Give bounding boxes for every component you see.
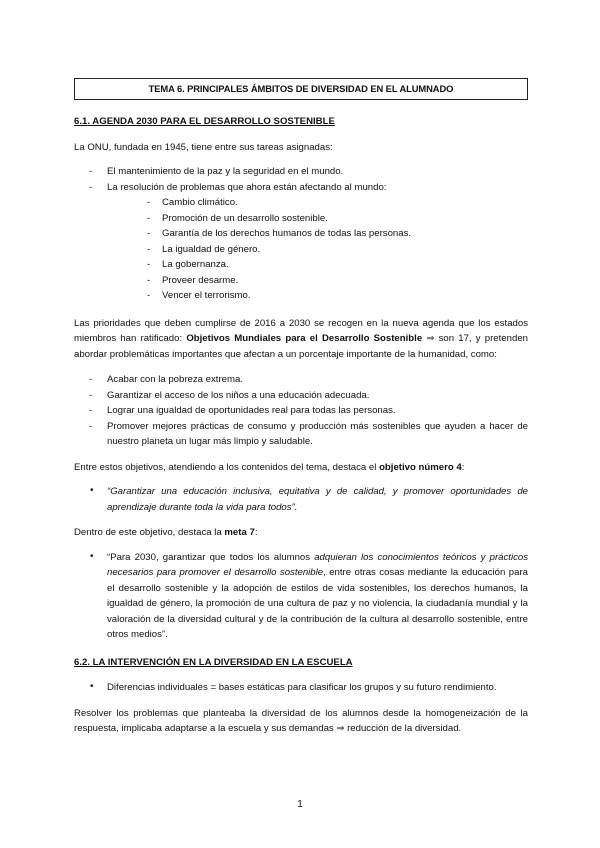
list-item: • Diferencias individuales = bases estáticas para clasificar los grupos y su futuro rendimiento. — [90, 681, 497, 693]
list-item: • “Para 2030, garantizar que todos los alumnos adquieran los conocimientos teóricos y prácticos necesarios para promover el desarrollo sostenible, entre otras cosas mediante la educación para el desarrollo sostenible y la adopción de estilos de vida sostenibles, los derechos humanos, la igualdad de género, la promoción de una cultura de paz y no violencia, la ciudadanía mundial y la valoración de la diversidad cultural y de la contribución de la cultura al desarrollo sostenible, entre otros medios”. — [90, 550, 529, 640]
document-title: TEMA 6. PRINCIPALES ÁMBITOS DE DIVERSIDAD EN EL ALUMNADO — [74, 78, 528, 100]
list-item: - Cambio climático. — [147, 197, 238, 208]
list-item: - Lograr una igualdad de oportunidades real para todas las personas. — [89, 405, 396, 416]
list-item: - Vencer el terrorismo. — [147, 290, 251, 301]
list-item: • “Garantizar una educación inclusiva, equitativa y de calidad, y promover oportunidades de aprendizaje durante toda la vida para todos”. — [90, 485, 528, 513]
tasks-list — [74, 164, 528, 304]
list-item: - La igualdad de género. — [147, 243, 261, 255]
list-item: - La gobernanza. — [147, 259, 229, 270]
intro-paragraph: La ONU, fundada en 1945, tiene entre sus tareas asignadas: — [74, 141, 333, 153]
section-heading-6-1: 6.1. AGENDA 2030 PARA EL DESARROLLO SOSTENIBLE — [74, 116, 335, 127]
goals-list — [74, 372, 528, 450]
list-item: - El mantenimiento de la paz y la seguridad en el mundo. — [89, 166, 344, 177]
list-item: - Acabar con la pobreza extrema. — [89, 374, 243, 385]
list-item: - La resolución de problemas que ahora están afectando al mundo: - Cambio climático. - Promoción de un desarrollo sostenible. - Garantía de los derechos humanos de todas las personas. - La igualdad de género. - La gobernanza. - Proveer desarme. - Vencer el terrorismo. — [74, 180, 528, 304]
section-heading-6-2: 6.2. LA INTERVENCIÓN EN LA DIVERSIDAD EN LA ESCUELA — [74, 656, 353, 668]
objective-quote-list — [74, 484, 528, 515]
meta-paragraph: Dentro de este objetivo, destaca la meta 7: — [74, 527, 258, 538]
list-item: - Garantizar el acceso de los niños a una educación adecuada. — [89, 389, 370, 401]
list-item: - Promoción de un desarrollo sostenible. — [147, 212, 328, 224]
list-item: - Garantía de los derechos humanos de todas las personas. — [147, 228, 412, 239]
problems-sublist — [107, 195, 528, 304]
list-item: - Proveer desarme. — [147, 274, 239, 286]
meta-quote-list — [74, 550, 528, 643]
closing-paragraph: Resolver los problemas que planteaba la diversidad de los alumnos desde la homogeneización de la respuesta, implicaba adaptarse a la escuela y sus demandas ⇒ reducción de la diversidad. — [74, 707, 528, 734]
page-number: 1 — [297, 799, 303, 810]
priorities-paragraph: Las prioridades que deben cumplirse de 2016 a 2030 se recogen en la nueva agenda que los estados miembros han ratificado: Objetivos Mundiales para el Desarrollo Sostenible ⇒ son 17, y pretenden abordar problemáticas importantes que afectan a un porcentaje importante de la humanidad, como: — [74, 317, 528, 360]
objective-paragraph: Entre estos objetivos, atendiendo a los contenidos del tema, destaca el objetivo número 4: — [74, 461, 465, 473]
list-item: - Promover mejores prácticas de consumo y producción más sostenibles que ayuden a hacer de nuestro planeta un lugar más limpio y saludable. — [89, 420, 528, 447]
diversity-bullet-list — [74, 680, 528, 696]
document-page — [74, 78, 528, 737]
